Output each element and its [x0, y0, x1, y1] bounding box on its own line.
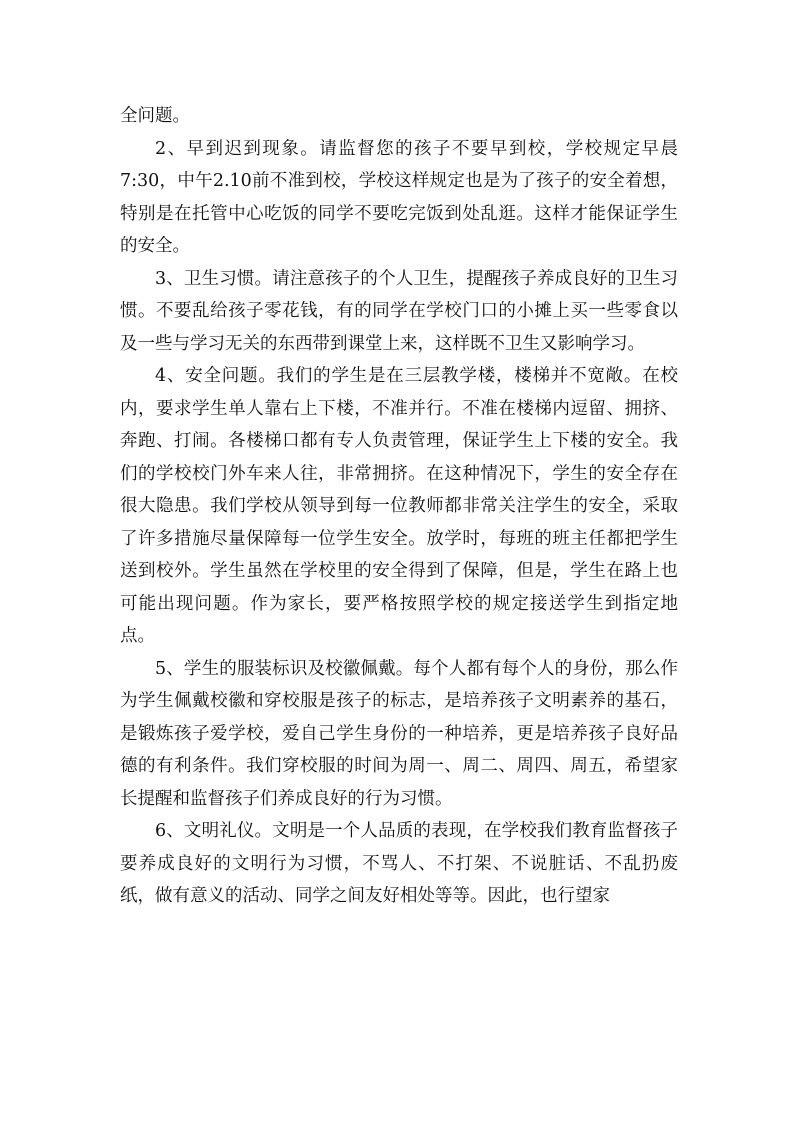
paragraph-early-late-arrival: 2、早到迟到现象。请监督您的孩子不要早到校，学校规定早晨7:30，中午2.10前不准到校，学校这样规定也是为了孩子的安全着想，特别是在托管中心吃饭的同学不要吃完饭到处乱逛。这样才能保证学生的安全。: [120, 138, 678, 256]
document-body: [120, 100, 678, 913]
paragraph-continuation: 全问题。: [120, 106, 190, 126]
paragraph-hygiene-habits: 3、卫生习惯。请注意孩子的个人卫生，提醒孩子养成良好的卫生习惯。不要乱给孩子零花钱，有的同学在学校门口的小摊上买一些零食以及一些与学习无关的东西带到课堂上来，这样既不卫生又影响学习。: [120, 268, 678, 354]
paragraph-safety-issues: 4、安全问题。我们的学生是在三层教学楼，楼梯并不宽敞。在校内，要求学生单人靠右上下楼，不准并行。不准在楼梯内逗留、拥挤、奔跑、打闹。各楼梯口都有专人负责管理，保证学生上下楼的安全。我们的学校校门外车来人往，非常拥挤。在这种情况下，学生的安全存在很大隐患。我们学校从领导到每一位教师都非常关注学生的安全，采取了许多措施尽量保障每一位学生安全。放学时，每班的班主任都把学生送到校外。学生虽然在学校里的安全得到了保障，但是，学生在路上也可能出现问题。作为家长，要严格按照学校的规定接送学生到指定地点。: [120, 366, 678, 646]
paragraph-civility-etiquette: 6、文明礼仪。文明是一个人品质的表现，在学校我们教育监督孩子要养成良好的文明行为习惯，不骂人、不打架、不说脏话、不乱扔废纸，做有意义的活动、同学之间友好相处等等。因此，也行望家: [120, 821, 678, 906]
paragraph-uniform-badge: 5、学生的服装标识及校徽佩戴。每个人都有每个人的身份，那么作为学生佩戴校徽和穿校服是孩子的标志，是培养孩子文明素养的基石，是锻炼孩子爱学校，爱自己学生身份的一种培养，更是培养孩子良好品德的有利条件。我们穿校服的时间为周一、周二、周四、周五，希望家长提醒和监督孩子们养成良好的行为习惯。: [120, 658, 678, 809]
